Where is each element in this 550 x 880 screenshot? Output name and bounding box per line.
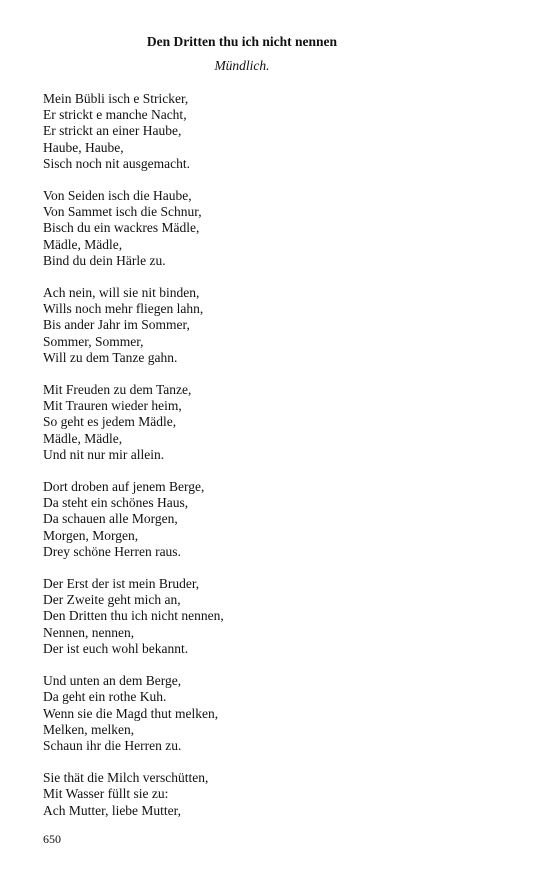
poem-line: Den Dritten thu ich nicht nennen, — [43, 608, 224, 624]
poem-line: Drey schöne Herren raus. — [43, 543, 181, 559]
poem-line: Bisch du ein wackres Mädle, — [43, 220, 200, 236]
poem-line: Er strickt e manche Nacht, — [43, 107, 187, 123]
poem-line: Von Seiden isch die Haube, — [43, 188, 192, 204]
poem-line: Melken, melken, — [43, 721, 135, 737]
poem-line: Von Sammet isch die Schnur, — [43, 204, 202, 220]
poem-line: Der Zweite geht mich an, — [43, 592, 181, 608]
page-title: Den Dritten thu ich nicht nennen — [146, 34, 338, 49]
poem-line: Dort droben auf jenem Berge, — [43, 479, 205, 495]
poem-line: Ach nein, will sie nit binden, — [43, 285, 200, 301]
poem-line: Mit Trauren wieder heim, — [43, 398, 182, 414]
poem-line: Sisch noch nit ausgemacht. — [43, 155, 190, 171]
stanza — [43, 382, 224, 463]
poem-line: Schaun ihr die Herren zu. — [43, 737, 182, 753]
poem-line: Und nit nur mir allein. — [43, 446, 165, 462]
poem-line: So geht es jedem Mädle, — [43, 414, 177, 430]
stanza — [43, 673, 224, 754]
stanza — [43, 770, 224, 819]
poem-line: Der ist euch wohl bekannt. — [43, 640, 189, 656]
poem-line: Bind du dein Härle zu. — [43, 252, 166, 268]
poem-line: Sie thät die Milch verschütten, — [43, 770, 209, 786]
poem-line: Wills noch mehr fliegen lahn, — [43, 301, 204, 317]
poem-line: Da geht ein rothe Kuh. — [43, 689, 167, 705]
poem-line: Ach Mutter, liebe Mutter, — [43, 802, 182, 818]
poem-line: Morgen, Morgen, — [43, 527, 139, 543]
poem-line: Da schauen alle Morgen, — [43, 511, 178, 527]
poem-line: Mit Wasser füllt sie zu: — [43, 786, 169, 802]
poem-line: Bis ander Jahr im Sommer, — [43, 317, 190, 333]
poem-line: Mit Freuden zu dem Tanze, — [43, 382, 192, 398]
poem-body — [43, 91, 224, 835]
poem-line: Sommer, Sommer, — [43, 333, 144, 349]
stanza — [43, 285, 224, 366]
poem-line: Mädle, Mädle, — [43, 430, 123, 446]
stanza — [43, 188, 224, 269]
poem-line: Mädle, Mädle, — [43, 236, 123, 252]
poem-line: Haube, Haube, — [43, 139, 124, 155]
poem-line: Nennen, nennen, — [43, 624, 135, 640]
source-note: Mündlich. — [214, 58, 270, 73]
poem-line: Er strickt an einer Haube, — [43, 123, 182, 139]
poem-line: Und unten an dem Berge, — [43, 673, 182, 689]
stanza — [43, 91, 224, 172]
poem-line: Da steht ein schönes Haus, — [43, 495, 189, 511]
poem-line: Der Erst der ist mein Bruder, — [43, 576, 200, 592]
poem-line: Mein Bübli isch e Stricker, — [43, 91, 189, 106]
stanza — [43, 576, 224, 657]
page-number: 650 — [43, 832, 61, 846]
poem-line: Wenn sie die Magd thut melken, — [43, 705, 219, 721]
stanza — [43, 479, 224, 560]
poem-line: Will zu dem Tanze gahn. — [43, 349, 178, 365]
